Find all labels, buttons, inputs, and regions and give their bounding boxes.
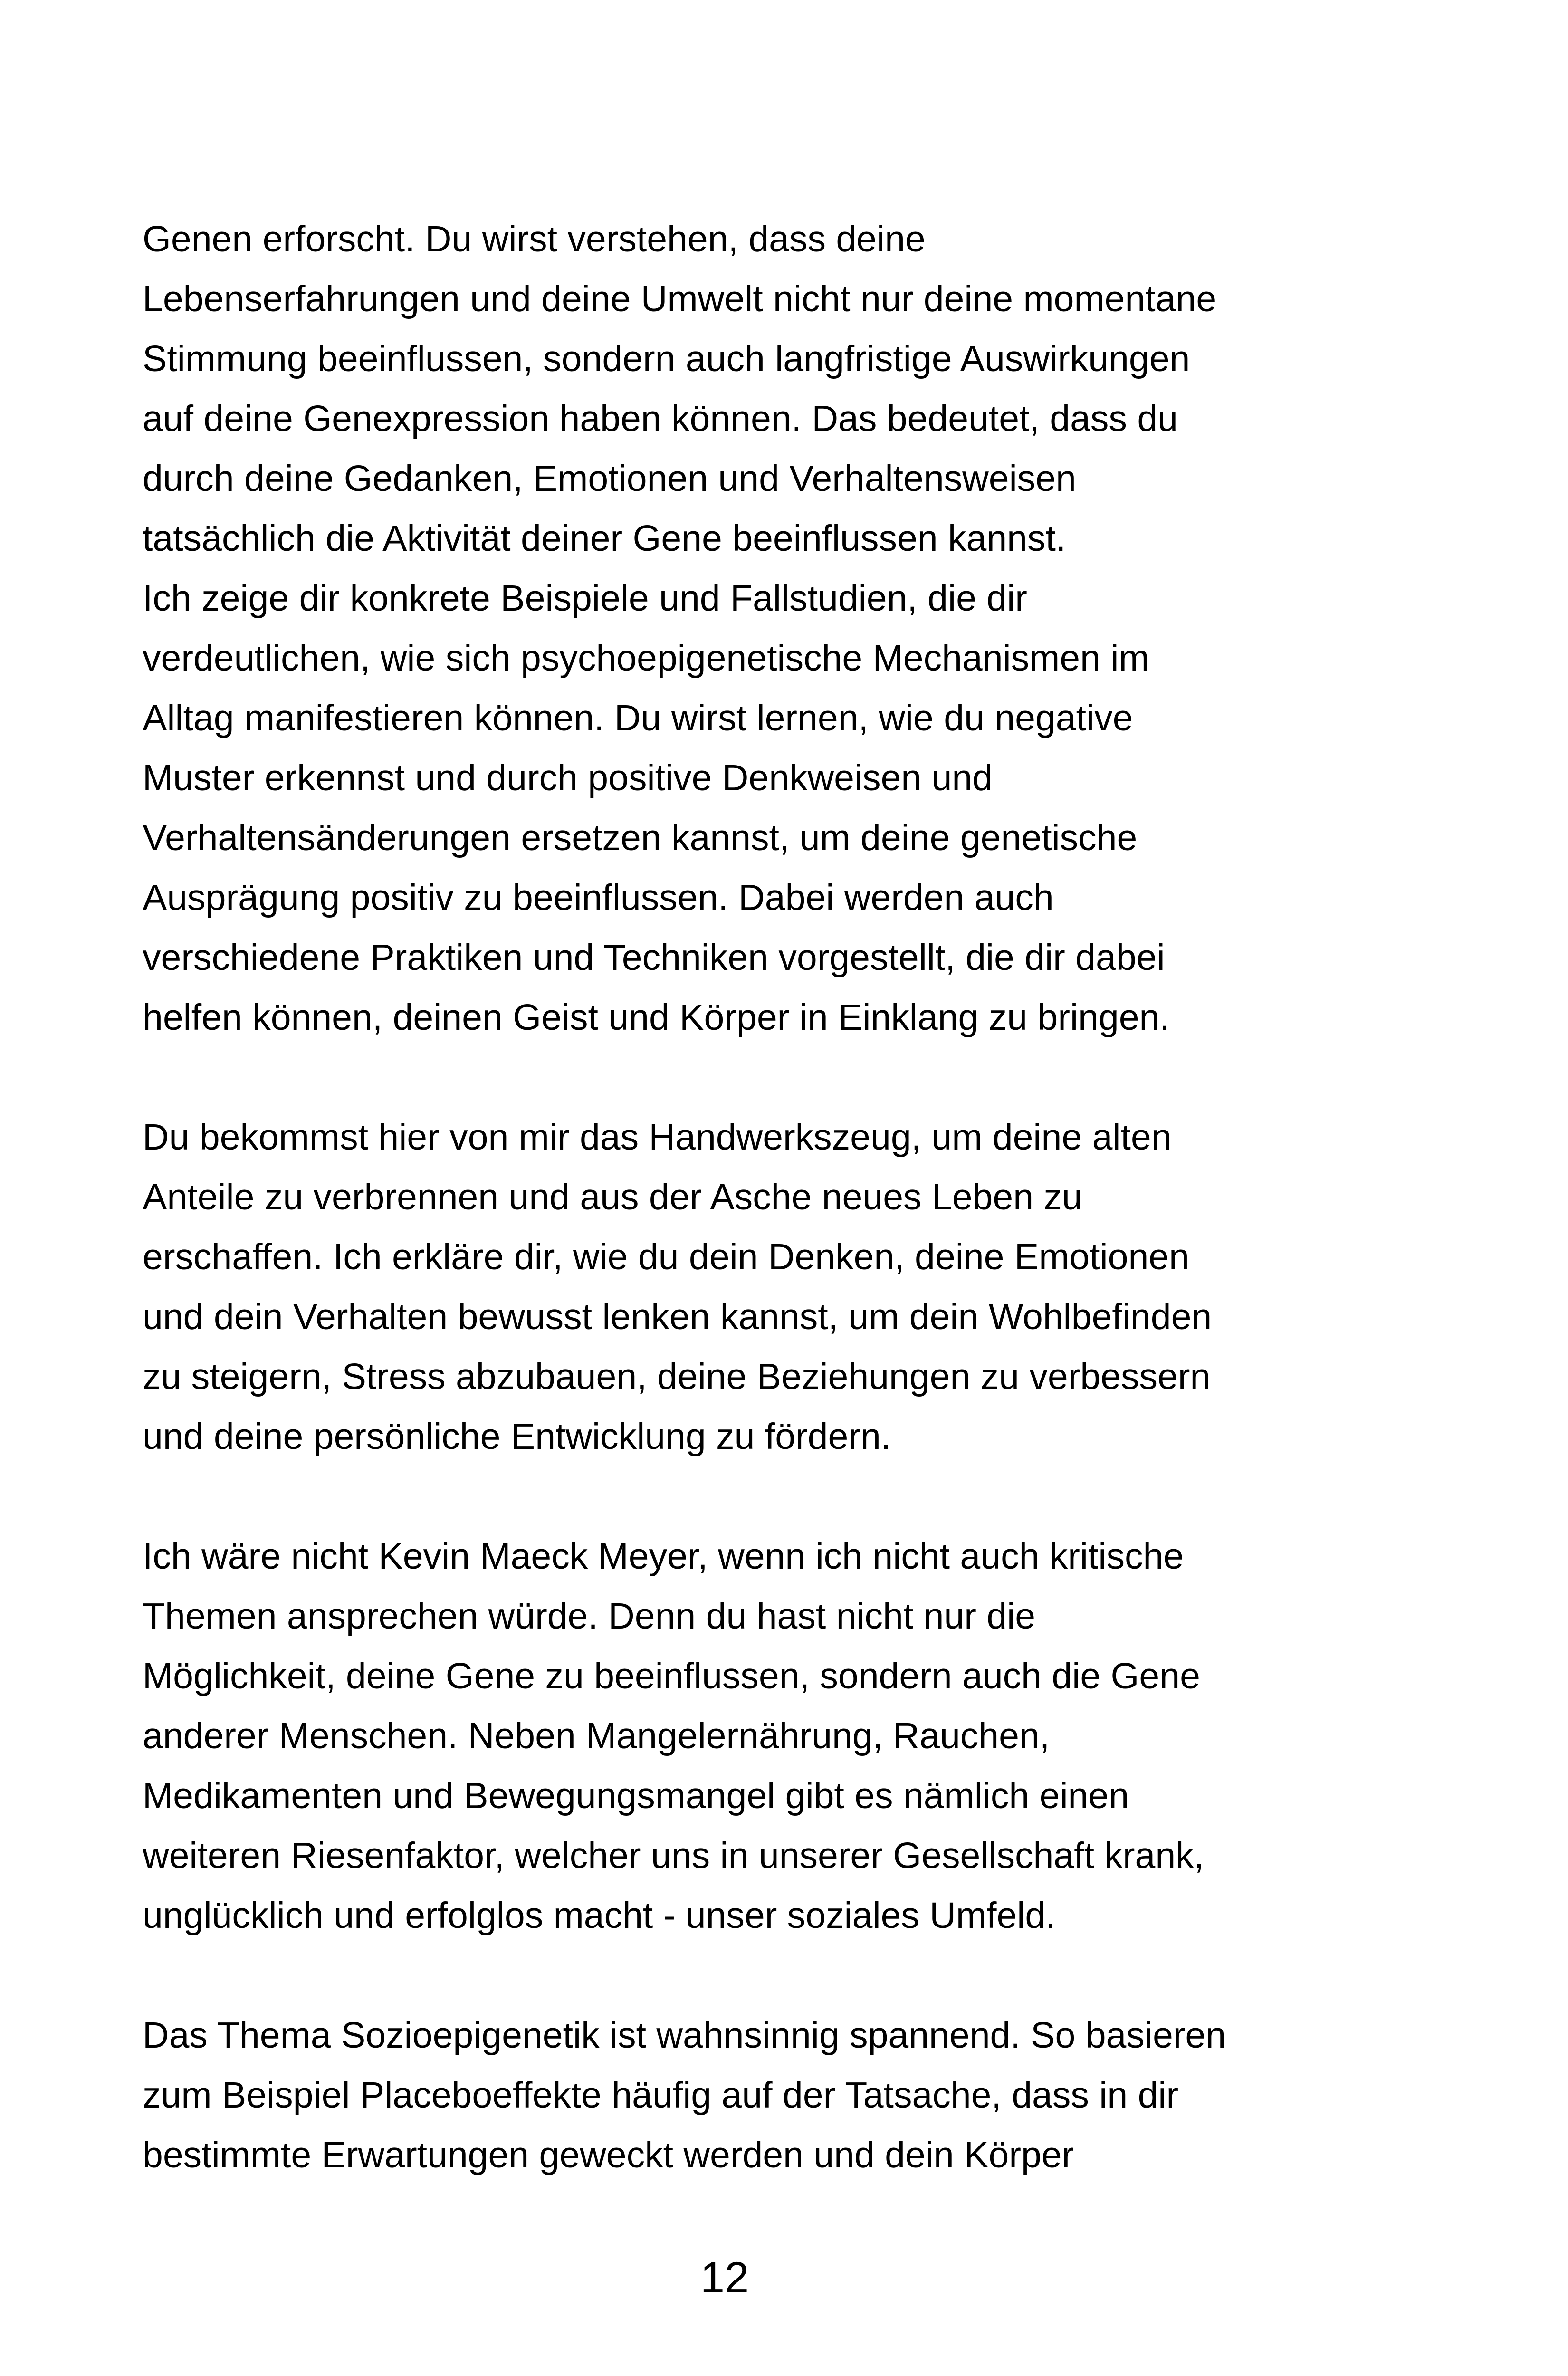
text-line: Ich wäre nicht Kevin Maeck Meyer, wenn ich nicht auch kritische	[143, 1536, 1184, 1577]
text-line: Genen erforscht. Du wirst verstehen, dass deine	[143, 219, 926, 259]
text-line: Stimmung beeinflussen, sondern auch langfristige Auswirkungen	[143, 338, 1190, 379]
text-line: und dein Verhalten bewusst lenken kannst, um dein Wohlbefinden	[143, 1296, 1212, 1337]
text-line: Muster erkennst und durch positive Denkweisen und	[143, 757, 993, 798]
text-line: Lebenserfahrungen und deine Umwelt nicht nur deine momentane	[143, 278, 1217, 319]
text-line: verdeutlichen, wie sich psychoepigenetische Mechanismen im	[143, 638, 1149, 679]
text-line: weiteren Riesenfaktor, welcher uns in unserer Gesellschaft krank,	[143, 1835, 1205, 1876]
text-line: bestimmte Erwartungen geweckt werden und dein Körper	[143, 2135, 1074, 2175]
text-line: zu steigern, Stress abzubauen, deine Beziehungen zu verbessern	[143, 1356, 1211, 1397]
text-line: Ausprägung positiv zu beeinflussen. Dabei werden auch	[143, 877, 1054, 918]
text-line: Verhaltensänderungen ersetzen kannst, um deine genetische	[143, 817, 1138, 858]
page-number: 12	[700, 2253, 749, 2302]
text-line: verschiedene Praktiken und Techniken vorgestellt, die dir dabei	[143, 937, 1165, 978]
text-line: Medikamenten und Bewegungsmangel gibt es nämlich einen	[143, 1775, 1129, 1816]
text-line: und deine persönliche Entwicklung zu fördern.	[143, 1416, 891, 1457]
text-line: anderer Menschen. Neben Mangelernährung, Rauchen,	[143, 1715, 1050, 1756]
text-line: helfen können, deinen Geist und Körper in Einklang zu bringen.	[143, 997, 1170, 1038]
text-line: Anteile zu verbrennen und aus der Asche neues Leben zu	[143, 1177, 1082, 1217]
text-line: Das Thema Sozioepigenetik ist wahnsinnig spannend. So basieren	[143, 2015, 1226, 2056]
text-line: Alltag manifestieren können. Du wirst lernen, wie du negative	[143, 698, 1133, 738]
text-line: erschaffen. Ich erkläre dir, wie du dein Denken, deine Emotionen	[143, 1236, 1189, 1277]
text-line: unglücklich und erfolglos macht - unser soziales Umfeld.	[143, 1895, 1056, 1936]
text-line: durch deine Gedanken, Emotionen und Verhaltensweisen	[143, 458, 1076, 499]
text-line: Du bekommst hier von mir das Handwerkszeug, um deine alten	[143, 1117, 1172, 1158]
text-line: auf deine Genexpression haben können. Das bedeutet, dass du	[143, 398, 1178, 439]
text-line: Themen ansprechen würde. Denn du hast nicht nur die	[143, 1596, 1036, 1637]
text-line: tatsächlich die Aktivität deiner Gene beeinflussen kannst.	[143, 518, 1066, 559]
text-line: Ich zeige dir konkrete Beispiele und Fallstudien, die dir	[143, 578, 1027, 619]
text-line: zum Beispiel Placeboeffekte häufig auf der Tatsache, dass in dir	[143, 2075, 1179, 2116]
text-line: Möglichkeit, deine Gene zu beeinflussen, sondern auch die Gene	[143, 1656, 1200, 1696]
